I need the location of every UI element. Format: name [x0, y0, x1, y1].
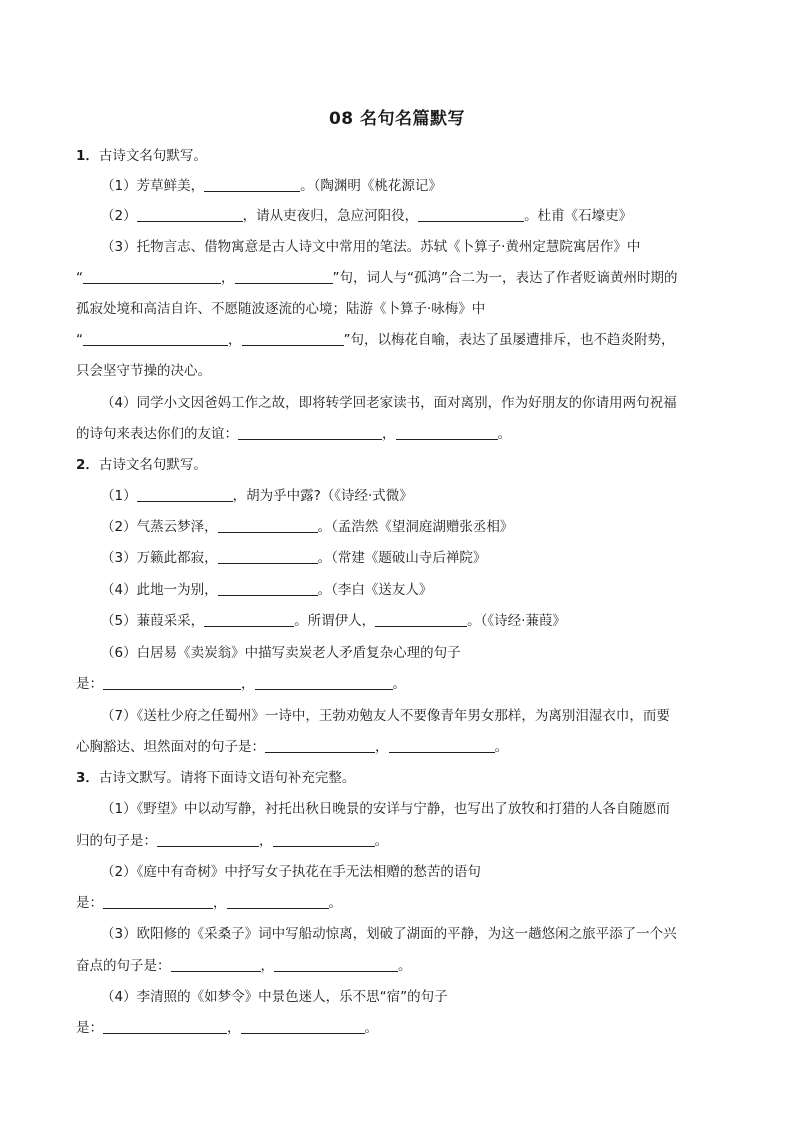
answer-blank[interactable] [375, 612, 467, 627]
answer-blank[interactable] [235, 269, 333, 284]
question-text: ，胡为乎中露?（《诗经·式微》 [232, 488, 413, 504]
question-2-3 [101, 548, 486, 568]
question-1-3-line-5: 只会坚守节操的决心。 [76, 363, 211, 379]
question-text: 。（常建《题破山寺后禅院》 [317, 550, 487, 566]
answer-blank[interactable] [265, 738, 375, 753]
answer-blank[interactable] [137, 207, 243, 222]
question-3-2-line-1: （2）《庭中有奇树》中抒写女子执花在手无法相赠的愁苦的语句 [101, 864, 481, 880]
question-text: 是： [76, 895, 103, 911]
section-2-heading [76, 455, 207, 475]
question-1-2 [101, 206, 632, 226]
question-2-6-line-1: （6）白居易《卖炭翁》中描写卖炭老人矛盾复杂心理的句子 [101, 645, 461, 661]
question-text: 。 [494, 739, 508, 755]
question-text: ， [241, 676, 255, 692]
question-text: ， [375, 739, 389, 755]
question-3-1-line-2 [76, 831, 388, 851]
question-3-2-line-2 [76, 893, 342, 913]
question-3-1-line-1: （1）《野望》中以动写静，衬托出秋日晚景的安详与宁静，也写出了放牧和打猎的人各自随愿而 [101, 801, 670, 817]
question-text: 。 [374, 833, 388, 849]
section-3-heading [76, 768, 355, 788]
answer-blank[interactable] [418, 207, 524, 222]
answer-blank[interactable] [83, 331, 228, 346]
question-2-2 [101, 517, 513, 537]
question-text: ， [259, 833, 273, 849]
section-number: 3． [76, 770, 99, 786]
question-text: （1）芳草鲜美， [101, 178, 205, 194]
question-text: 心胸豁达、坦然面对的句子是： [76, 739, 265, 755]
question-text: ， [213, 895, 227, 911]
question-text: 。所谓伊人， [294, 613, 376, 629]
question-2-5 [101, 611, 566, 631]
question-3-3-line-1: （3）欧阳修的《采桑子》词中写船动惊离，划破了湖面的平静，为这一趟悠闲之旅平添了一个兴 [101, 926, 677, 942]
question-1-1 [101, 176, 442, 196]
question-1-4-line-1: （4）同学小文因爸妈工作之故，即将转学回老家读书，面对离别，作为好朋友的你请用两句祝福 [101, 395, 677, 411]
question-1-3-line-2 [76, 268, 677, 288]
answer-blank[interactable] [218, 581, 318, 596]
question-text: 。（《诗经·蒹葭》 [467, 613, 566, 629]
answer-blank[interactable] [103, 894, 213, 909]
question-text: 。 [392, 676, 406, 692]
answer-blank[interactable] [204, 177, 300, 192]
section-title: 古诗文名句默写。 [98, 457, 207, 473]
question-text: 。 [398, 958, 412, 974]
question-2-7-line-2 [76, 737, 508, 757]
answer-blank[interactable] [389, 738, 495, 753]
question-text: 。杜甫《石壕吏》 [524, 208, 633, 224]
question-1-4-line-2 [76, 424, 511, 444]
answer-blank[interactable] [171, 957, 261, 972]
question-2-4 [101, 580, 432, 600]
answer-blank[interactable] [273, 832, 375, 847]
question-text: 。 [497, 426, 511, 442]
question-1-3-line-1: （3）托物言志、借物寓意是古人诗文中常用的笔法。苏轼《卜算子·黄州定慧院寓居作》中 [101, 239, 641, 255]
answer-blank[interactable] [396, 425, 498, 440]
answer-blank[interactable] [255, 675, 393, 690]
question-text: ， [260, 958, 274, 974]
answer-blank[interactable] [83, 269, 221, 284]
question-text: ，请从吏夜归，急应河阳役， [242, 208, 419, 224]
question-2-6-line-2 [76, 674, 406, 694]
question-1-3-line-4 [76, 330, 675, 350]
answer-blank[interactable] [274, 957, 398, 972]
question-text: “ [76, 332, 83, 348]
question-text: （2）气蒸云梦泽， [101, 519, 218, 535]
question-1-3-line-3: 孤寂处境和高洁自许、不愿随波逐流的心境；陆游《卜算子·咏梅》中 [76, 301, 486, 317]
answer-blank[interactable] [157, 832, 259, 847]
question-text: ， [382, 426, 396, 442]
answer-blank[interactable] [137, 487, 233, 502]
section-number: 2． [76, 457, 99, 473]
question-3-3-line-2 [76, 956, 412, 976]
answer-blank[interactable] [241, 1019, 365, 1034]
section-title: 古诗文默写。请将下面诗文语句补充完整。 [98, 770, 356, 786]
question-text: “ [76, 270, 83, 286]
page-title: 08 名句名篇默写 [328, 109, 466, 129]
question-text: 。（李白《送友人》 [317, 582, 433, 598]
question-text: ， [227, 1020, 241, 1036]
question-text: （1） [101, 488, 137, 504]
answer-blank[interactable] [227, 894, 329, 909]
question-2-1 [101, 486, 413, 506]
question-text: 。（孟浩然《望洞庭湖赠张丞相》 [317, 519, 514, 535]
section-number: 1． [76, 148, 99, 164]
question-text: 。（陶渊明《桃花源记》 [300, 178, 442, 194]
question-text: 奋点的句子是： [76, 958, 171, 974]
answer-blank[interactable] [204, 612, 294, 627]
question-text: ， [228, 332, 242, 348]
question-3-4-line-2 [76, 1018, 378, 1038]
question-text: 是： [76, 676, 103, 692]
question-text: ， [221, 270, 235, 286]
question-text: （3）万籁此都寂， [101, 550, 218, 566]
question-text: 是： [76, 1020, 103, 1036]
question-text: 的诗句来表达你们的友谊： [76, 426, 238, 442]
question-text: （4）此地一为别， [101, 582, 218, 598]
question-text: ”句，词人与“孤鸿”合二为一，表达了作者贬谪黄州时期的 [332, 270, 678, 286]
answer-blank[interactable] [218, 518, 318, 533]
question-text: ”句，以梅花自喻，表达了虽屡遭排斥，也不趋炎附势， [343, 332, 675, 348]
answer-blank[interactable] [103, 1019, 227, 1034]
question-text: 。 [364, 1020, 378, 1036]
answer-blank[interactable] [103, 675, 241, 690]
section-title: 古诗文名句默写。 [98, 148, 207, 164]
section-1-heading [76, 146, 207, 166]
question-2-7-line-1: （7）《送杜少府之任蜀州》一诗中，王勃劝勉友人不要像青年男女那样，为离别泪湿衣巾，而要 [101, 708, 670, 724]
question-text: 归的句子是： [76, 833, 157, 849]
answer-blank[interactable] [218, 549, 318, 564]
answer-blank[interactable] [242, 331, 344, 346]
question-text: 。 [328, 895, 342, 911]
answer-blank[interactable] [238, 425, 382, 440]
question-3-4-line-1: （4）李清照的《如梦令》中景色迷人，乐不思“宿”的句子 [101, 989, 448, 1005]
question-text: （5）蒹葭采采， [101, 613, 205, 629]
question-text: （2） [101, 208, 137, 224]
